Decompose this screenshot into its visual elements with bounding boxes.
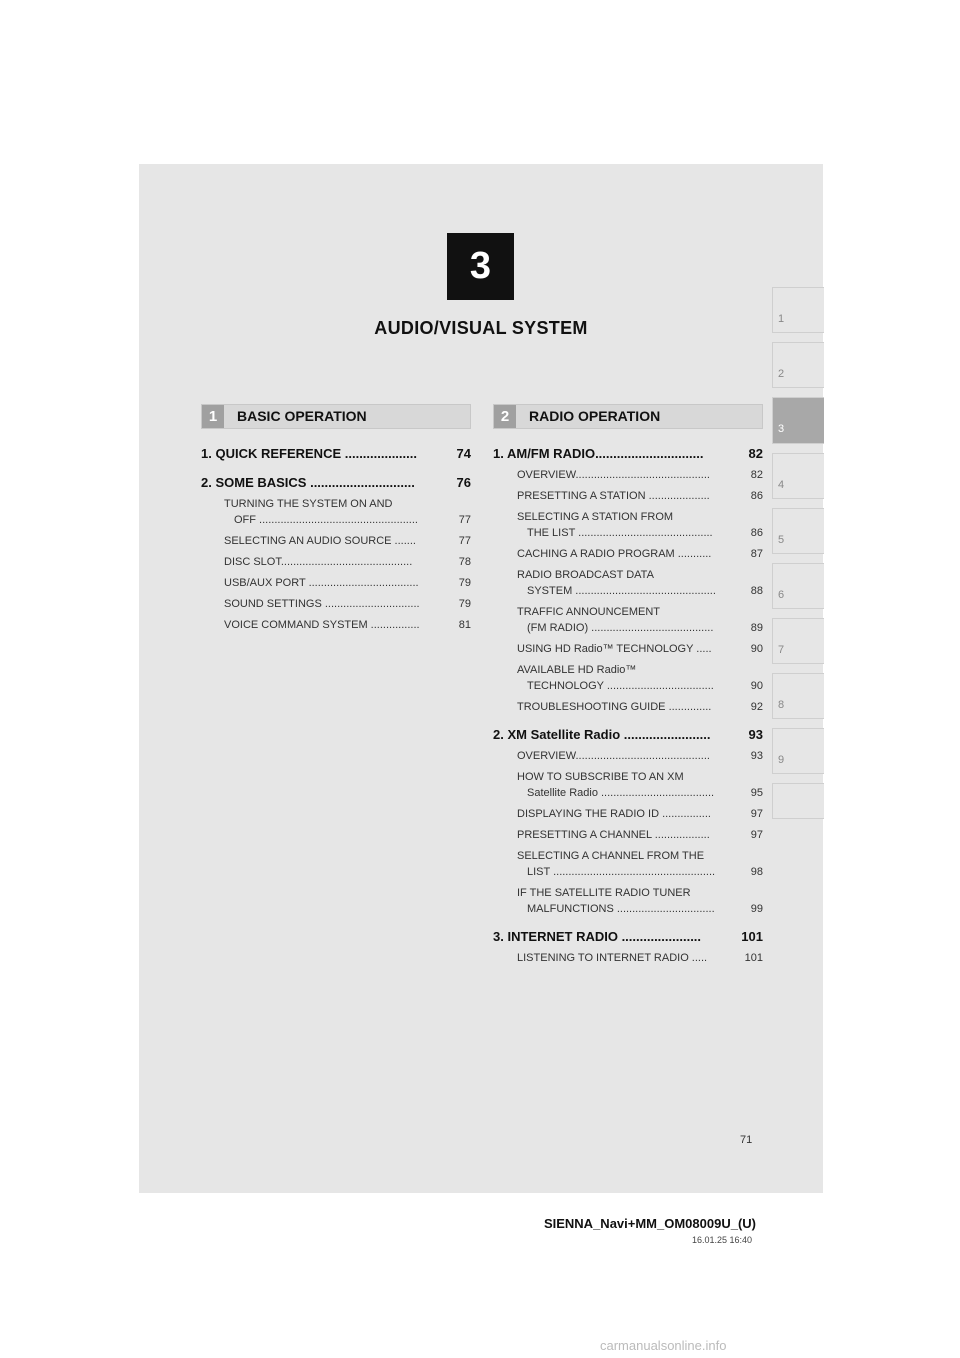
toc-subentry[interactable]: TRAFFIC ANNOUNCEMENT (FM RADIO) ........................................ 89 bbox=[517, 606, 763, 634]
chapter-tab-9[interactable]: 9 bbox=[772, 728, 824, 774]
chapter-tab-5[interactable]: 5 bbox=[772, 508, 824, 554]
print-timestamp: 16.01.25 16:40 bbox=[691, 1235, 752, 1245]
toc-subentry[interactable]: OVERVIEW............................................ 82 bbox=[517, 469, 763, 481]
watermark: carmanualsonline.info bbox=[600, 1338, 727, 1353]
toc-subentry[interactable]: VOICE COMMAND SYSTEM ................ 81 bbox=[224, 619, 471, 631]
section-title: RADIO OPERATION bbox=[529, 408, 661, 424]
chapter-tab-blank[interactable] bbox=[772, 783, 824, 819]
toc-subentry[interactable]: OVERVIEW............................................ 93 bbox=[517, 750, 763, 762]
chapter-number-box bbox=[447, 233, 514, 300]
toc-subentry[interactable]: PRESETTING A STATION .................... 86 bbox=[517, 490, 763, 502]
toc-subentry[interactable]: HOW TO SUBSCRIBE TO AN XM Satellite Radio ..................................... 95 bbox=[517, 771, 763, 799]
section-header-radio-operation bbox=[493, 404, 763, 429]
chapter-tab-8[interactable]: 8 bbox=[772, 673, 824, 719]
toc-subentry[interactable]: SELECTING A STATION FROM THE LIST ............................................ 86 bbox=[517, 511, 763, 539]
toc-entry[interactable]: 3. INTERNET RADIO ...................... 101 bbox=[493, 929, 763, 944]
toc-subentry[interactable]: TROUBLESHOOTING GUIDE .............. 92 bbox=[517, 701, 763, 713]
toc-subentry[interactable]: USB/AUX PORT .................................... 79 bbox=[224, 577, 471, 589]
toc-subentry[interactable]: AVAILABLE HD Radio™ TECHNOLOGY ................................... 90 bbox=[517, 664, 763, 692]
section-number: 1 bbox=[202, 405, 224, 428]
chapter-tab-6[interactable]: 6 bbox=[772, 563, 824, 609]
document-code: SIENNA_Navi+MM_OM08009U_(U) bbox=[543, 1216, 756, 1231]
section-title: BASIC OPERATION bbox=[237, 408, 367, 424]
toc-subentry[interactable]: TURNING THE SYSTEM ON AND OFF .................................................... 77 bbox=[224, 498, 471, 526]
toc-column-left bbox=[201, 446, 471, 638]
chapter-number: 3 bbox=[469, 245, 492, 287]
toc-subentry[interactable]: LISTENING TO INTERNET RADIO ..... 101 bbox=[517, 952, 763, 964]
toc-entry[interactable]: 2. SOME BASICS ............................. 76 bbox=[201, 475, 471, 490]
toc-subentry[interactable]: SELECTING A CHANNEL FROM THE LIST ..................................................... 98 bbox=[517, 850, 763, 878]
toc-entry[interactable]: 2. XM Satellite Radio ........................ 93 bbox=[493, 727, 763, 742]
section-header-basic-operation bbox=[201, 404, 471, 429]
chapter-tabs bbox=[772, 287, 824, 828]
chapter-tab-7[interactable]: 7 bbox=[772, 618, 824, 664]
chapter-tab-3[interactable]: 3 bbox=[772, 397, 824, 444]
chapter-tab-2[interactable]: 2 bbox=[772, 342, 824, 388]
toc-column-right bbox=[493, 446, 763, 971]
toc-subentry[interactable]: RADIO BROADCAST DATA SYSTEM .............................................. 88 bbox=[517, 569, 763, 597]
toc-subentry[interactable]: DISPLAYING THE RADIO ID ................ 97 bbox=[517, 808, 763, 820]
section-number: 2 bbox=[494, 405, 516, 428]
toc-entry[interactable]: 1. QUICK REFERENCE .................... 74 bbox=[201, 446, 471, 461]
toc-subentry[interactable]: CACHING A RADIO PROGRAM ........... 87 bbox=[517, 548, 763, 560]
chapter-title: AUDIO/VISUAL SYSTEM bbox=[374, 318, 588, 338]
chapter-tab-1[interactable]: 1 bbox=[772, 287, 824, 333]
toc-entry[interactable]: 1. AM/FM RADIO.............................. 82 bbox=[493, 446, 763, 461]
toc-subentry[interactable]: DISC SLOT........................................... 78 bbox=[224, 556, 471, 568]
toc-subentry[interactable]: USING HD Radio™ TECHNOLOGY ..... 90 bbox=[517, 643, 763, 655]
toc-subentry[interactable]: SELECTING AN AUDIO SOURCE ....... 77 bbox=[224, 535, 471, 547]
chapter-tab-4[interactable]: 4 bbox=[772, 453, 824, 499]
page-number: 71 bbox=[740, 1134, 753, 1146]
toc-subentry[interactable]: SOUND SETTINGS ............................... 79 bbox=[224, 598, 471, 610]
toc-subentry[interactable]: PRESETTING A CHANNEL .................. 97 bbox=[517, 829, 763, 841]
toc-subentry[interactable]: IF THE SATELLITE RADIO TUNER MALFUNCTIONS ................................ 99 bbox=[517, 887, 763, 915]
